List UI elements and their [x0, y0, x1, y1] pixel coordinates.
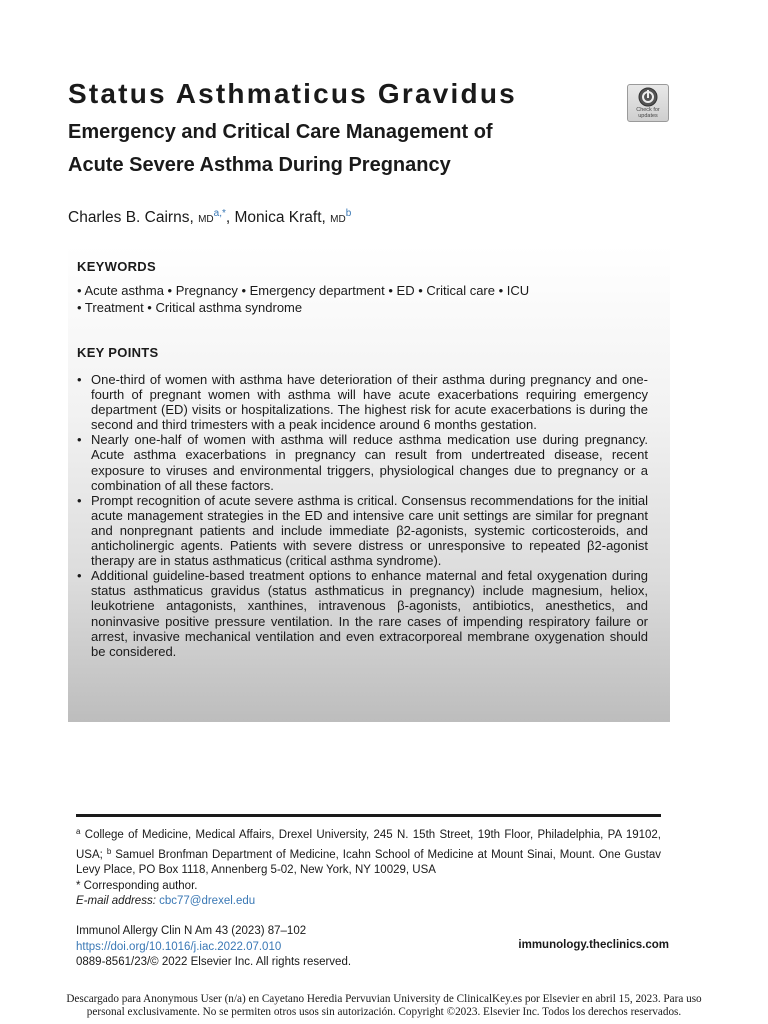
check-updates-label: Check for updates — [636, 107, 660, 119]
key-point-item: • Nearly one-half of women with asthma will reduce asthma medication use during pregnancy. Acute asthma exacerbations in pregnancy can result from undertreated disease, recent exposure to viruses and environmental triggers, physiological changes due to pregnancy or a combination of all these factors. — [77, 432, 648, 492]
check-updates-icon — [638, 87, 658, 107]
journal-citation: Immunol Allergy Clin N Am 43 (2023) 87–102 — [76, 925, 307, 937]
download-notice-line-1: Descargado para Anonymous User (n/a) en Cayetano Heredia Pervuvian University de ClinicalKey.es por Elsevier en abril 15, 2023. Para uso — [66, 993, 702, 1005]
email-label: E-mail address: — [76, 895, 156, 907]
download-notice-line-2: personal exclusivamente. No se permiten otros usos sin autorización. Copyright ©2023. Elsevier Inc. Todos los derechos reservados. — [86, 1005, 682, 1018]
key-point-item: • Prompt recognition of acute severe asthma is critical. Consensus recommendations for the initial acute management strategies in the ED and intensive care unit settings are similar for pregnant and nonpregnant patients and include immediate β2-agonists, systemic corticosteroids, and anticholinergic agents. Patients with severe distress or unresponsive to repeated β2-agonist therapy are in status asthmaticus (critical asthma syndrome). — [77, 493, 648, 568]
key-points-list — [77, 372, 648, 659]
author-1-degree: MD — [198, 214, 214, 225]
keywords-line-2: • Treatment • Critical asthma syndrome — [77, 300, 303, 315]
email-line — [76, 894, 661, 910]
affiliation-mark-a: a — [76, 827, 81, 836]
article-subtitle — [68, 116, 628, 182]
footnotes — [76, 824, 661, 910]
key-point-item: • One-third of women with asthma have deterioration of their asthma during pregnancy and one-fourth of pregnant women with asthma will have acute exacerbations requiring emergency department (ED) visits or hospitalizations. The highest risk for acute exacerbations is during the second and third trimesters with a peak incidence around 6 months gestation. — [77, 372, 648, 432]
author-2-affiliation-mark[interactable]: b — [345, 208, 352, 219]
corresponding-author: * Corresponding author. — [76, 879, 198, 892]
keywords-line-1: • Acute asthma • Pregnancy • Emergency department • ED • Critical care • ICU — [77, 283, 530, 298]
author-1-name: Charles B. Cairns, — [68, 209, 194, 226]
download-notice — [18, 993, 750, 1018]
keywords-list — [77, 282, 657, 316]
copyright-line: 0889-8561/23/© 2022 Elsevier Inc. All rights reserved. — [76, 956, 352, 968]
affiliation-mark-b: b — [106, 846, 112, 856]
abstract-box — [68, 246, 670, 722]
article-title: Status Asthmaticus Gravidus — [68, 78, 517, 109]
affiliations — [76, 824, 661, 879]
key-point-item: • Additional guideline-based treatment options to enhance maternal and fetal oxygenation during status asthmaticus gravidus (status asthmaticus in pregnancy) include magnesium, heliox, leukotriene antagonists, xanthines, intravenous β-agonists, antibiotics, anesthetics, and noninvasive positive pressure ventilation. In the rare cases of impending respiratory failure or arrest, invasive mechanical ventilation and even extracorporeal membrane oxygenation should be considered. — [77, 568, 648, 659]
citation-block — [76, 924, 351, 971]
email-link[interactable]: cbc77@drexel.edu — [159, 895, 256, 907]
footnote-divider — [76, 814, 661, 817]
subtitle-line-2: Acute Severe Asthma During Pregnancy — [68, 154, 451, 176]
author-separator: , — [225, 209, 231, 226]
author-2-degree: MD — [330, 214, 346, 225]
subtitle-line-1: Emergency and Critical Care Management of — [68, 121, 493, 143]
affiliation-b: Samuel Bronfman Department of Medicine, Icahn School of Medicine at Mount Sinai, Mount. One Gustav Levy Place, PO Box 1118, Annenberg 5-02, New York, NY 10029, USA — [76, 848, 661, 876]
doi-link[interactable]: https://doi.org/10.1016/j.iac.2022.07.010 — [76, 940, 282, 953]
author-line — [68, 208, 351, 227]
check-for-updates-badge[interactable] — [627, 84, 669, 122]
affiliation-a: College of Medicine, Medical Affairs, Drexel University, 245 N. 15th Street, 19th Floor, Philadelphia, PA 19102, USA; — [76, 829, 661, 861]
keywords-heading: KEYWORDS — [77, 259, 156, 274]
author-1-affiliation-mark[interactable]: a,* — [213, 208, 226, 219]
journal-site-link[interactable]: immunology.theclinics.com — [518, 939, 669, 951]
key-points-heading: KEY POINTS — [77, 345, 159, 360]
author-2-name: Monica Kraft, — [234, 209, 326, 226]
